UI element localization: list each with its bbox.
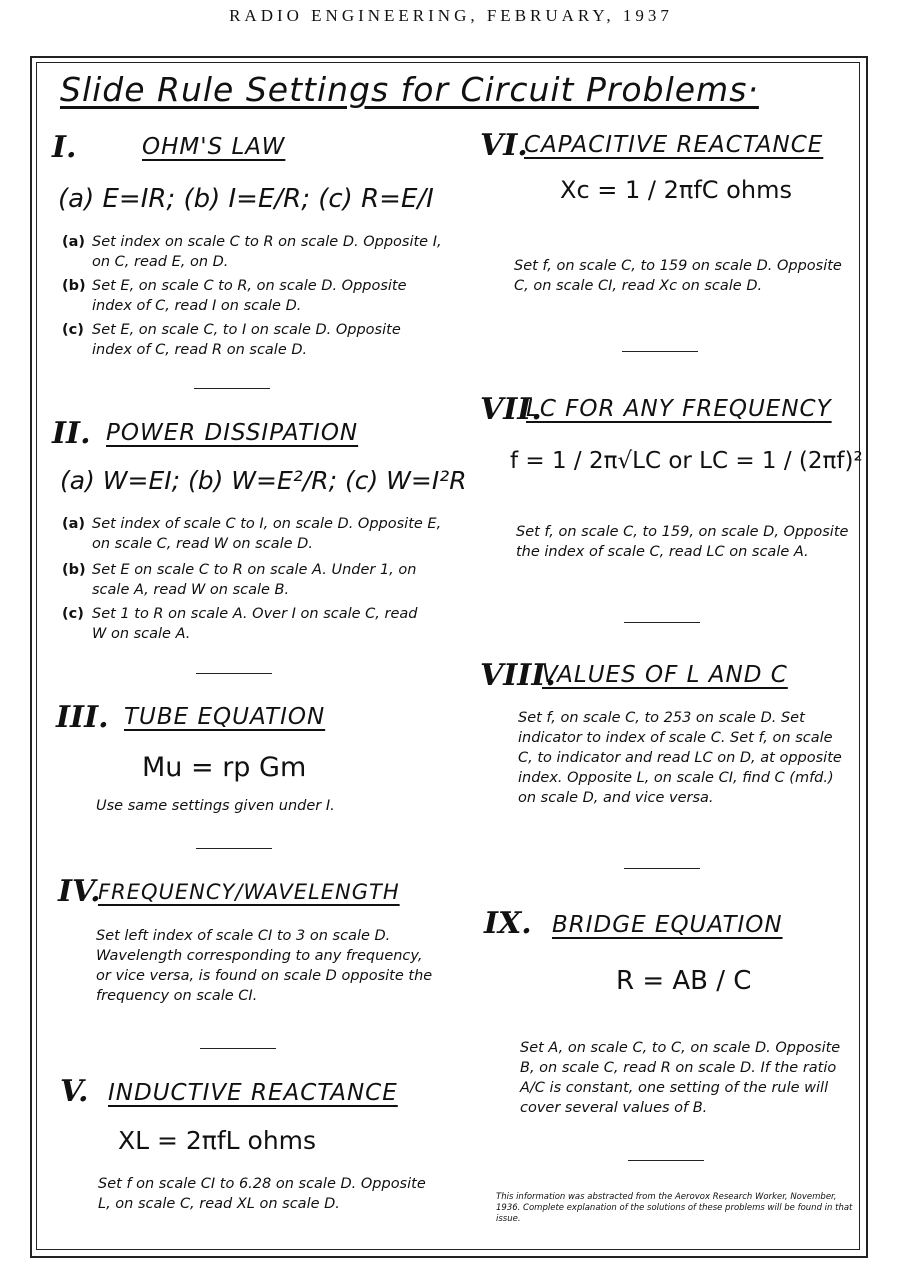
section-8-number: VIII. <box>480 658 556 693</box>
section-3-formula: Mu = rp Gm <box>142 752 307 783</box>
divider <box>624 868 700 869</box>
section-2-step-a <box>62 514 442 554</box>
section-2-formula: (a) W=EI; (b) W=E²/R; (c) W=I²R <box>60 466 467 495</box>
section-2-step-b <box>62 560 442 600</box>
step-text: Set 1 to R on scale A. Over I on scale C, read W on scale A. <box>92 606 418 642</box>
section-6-text: Set f, on scale C, to 159 on scale D. Opposite C, on scale CI, read Xc on scale D. <box>514 258 842 294</box>
section-7-title: LC FOR ANY FREQUENCY <box>526 396 832 422</box>
section-7-formula: f = 1 / 2π√LC or LC = 1 / (2πf)² <box>510 448 863 474</box>
step-text: Set index of scale C to I, on scale D. Opposite E, on scale C, read W on scale D. <box>92 516 442 552</box>
section-6-formula: Xc = 1 / 2πfC ohms <box>560 176 792 204</box>
divider <box>196 848 272 849</box>
section-1-number: I. <box>52 130 77 165</box>
section-8-title: VALUES OF L AND C <box>542 662 788 688</box>
divider <box>194 388 270 389</box>
step-tag: (b) <box>62 562 86 578</box>
step-tag: (a) <box>62 516 86 532</box>
section-2-number: II. <box>52 416 91 451</box>
section-6-number: VI. <box>480 128 528 163</box>
footnote: This information was abstracted from the Aerovox Research Worker, November, 1936. Complete explanation of the solutions of these problems will be found in that issue. <box>496 1192 853 1224</box>
section-4-text: Set left index of scale CI to 3 on scale D. Wavelength corresponding to any frequency, or vice versa, is found on scale D opposite the frequency on scale CI. <box>96 928 433 1004</box>
step-text: Set index on scale C to R on scale D. Opposite I, on C, read E, on D. <box>92 234 442 270</box>
divider <box>196 673 272 674</box>
section-3-text: Use same settings given under I. <box>96 798 335 814</box>
step-tag: (b) <box>62 278 86 294</box>
divider <box>622 351 698 352</box>
divider <box>624 622 700 623</box>
section-5-text: Set f on scale CI to 6.28 on scale D. Opposite L, on scale C, read XL on scale D. <box>98 1176 426 1212</box>
section-4-number: IV. <box>58 874 101 909</box>
step-tag: (c) <box>62 606 84 622</box>
section-9-title: BRIDGE EQUATION <box>552 912 783 938</box>
step-text: Set E, on scale C to R, on scale D. Opposite index of C, read I on scale D. <box>92 278 407 314</box>
section-1-title: OHM'S LAW <box>142 134 286 160</box>
section-8-text: Set f, on scale C, to 253 on scale D. Set indicator to index of scale C. Set f, on scale C, to indicator and read LC on D, at opposite index. Opposite L, on scale CI, find C (mfd.) on scale D, and vice versa. <box>518 710 842 806</box>
section-7-number: VII. <box>480 392 542 427</box>
section-2-step-c <box>62 604 422 644</box>
page-title: Slide Rule Settings for Circuit Problems· <box>60 70 759 109</box>
section-9-text: Set A, on scale C, to C, on scale D. Opposite B, on scale C, read R on scale D. If the ratio A/C is constant, one setting of the rule will cover several values of B. <box>520 1040 841 1116</box>
section-5-formula: XL = 2πfL ohms <box>118 1126 317 1155</box>
step-tag: (c) <box>62 322 84 338</box>
divider <box>628 1160 704 1161</box>
section-9-number: IX. <box>484 906 532 941</box>
section-5-title: INDUCTIVE REACTANCE <box>108 1080 398 1106</box>
step-text: Set E, on scale C, to I on scale D. Opposite index of C, read R on scale D. <box>92 322 401 358</box>
section-5-number: V. <box>60 1074 89 1109</box>
section-2-title: POWER DISSIPATION <box>106 420 359 446</box>
section-9-formula: R = AB / C <box>616 966 752 996</box>
section-3-title: TUBE EQUATION <box>124 704 326 730</box>
section-1-step-c <box>62 320 442 360</box>
section-3-number: III. <box>56 700 109 735</box>
divider <box>200 1048 276 1049</box>
section-4-title: FREQUENCY/WAVELENGTH <box>98 880 400 904</box>
section-1-step-a <box>62 232 442 272</box>
section-1-formula: (a) E=IR; (b) I=E/R; (c) R=E/I <box>58 184 434 214</box>
section-1-step-b <box>62 276 442 316</box>
step-tag: (a) <box>62 234 86 250</box>
section-6-title: CAPACITIVE REACTANCE <box>524 132 824 158</box>
section-7-text: Set f, on scale C, to 159, on scale D, Opposite the index of scale C, read LC on scale A. <box>516 524 849 560</box>
running-head: RADIO ENGINEERING, FEBRUARY, 1937 <box>229 6 673 25</box>
step-text: Set E on scale C to R on scale A. Under 1, on scale A, read W on scale B. <box>92 562 417 598</box>
